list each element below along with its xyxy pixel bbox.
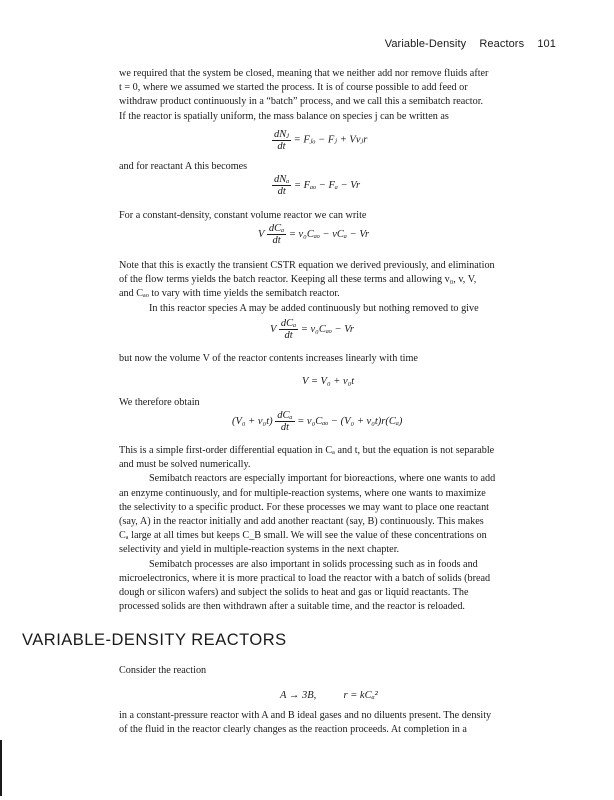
running-header [375, 38, 556, 50]
fraction-numerator: dCₐ [277, 410, 293, 421]
text-line: of the flow terms yields the batch reactor. Keeping all these terms and allowing v₀, v, V, [119, 274, 477, 286]
text-line: Semibatch processes are also important in solids processing such as in foods and [149, 558, 478, 570]
equation-reactant-a [272, 174, 360, 197]
paragraph-consider [119, 664, 555, 678]
equation-lhs: (V₀ + v₀t) [232, 415, 273, 427]
equation-rhs: = v₀Cₐₒ − vCₐ − Vr [288, 228, 370, 240]
equation-reaction [280, 690, 378, 701]
text-line: and for reactant A this becomes [119, 161, 248, 172]
header-chapter: Reactors [479, 38, 525, 50]
equation-lhs: V [270, 323, 277, 335]
text-line: we required that the system be closed, meaning that we neither add nor remove fluids after [119, 68, 489, 79]
paragraph-reactant-a [119, 160, 555, 174]
section-heading: VARIABLE-DENSITY REACTORS [22, 631, 287, 649]
equation-volume [302, 376, 354, 387]
text-line: This is a simple first-order differential equation in Cₐ and t, but the equation is not separable [119, 445, 495, 456]
paragraph-transient-cstr [119, 259, 555, 316]
fraction-denominator: dt [280, 422, 289, 433]
fraction [275, 410, 294, 433]
text-line: selectivity and yield in multiple-reaction systems in the next chapter. [119, 544, 400, 556]
fraction [272, 174, 291, 197]
header-section: Variable-Density [384, 38, 467, 50]
fraction-numerator: dCₐ [280, 318, 297, 329]
equation-rhs: = Fⱼₒ − Fⱼ + Vνⱼr [293, 134, 368, 146]
text-line: and must be solved numerically. [119, 459, 251, 471]
text-line: dough or silicon wafers) and subject the solids to heat and gas or liquid reactants. The [119, 587, 469, 599]
fraction-denominator: dt [277, 186, 286, 197]
paragraph-constant-pressure [119, 709, 555, 737]
page-number: 101 [537, 38, 556, 50]
text-line: Consider the reaction [119, 665, 207, 676]
fraction-denominator: dt [277, 141, 286, 152]
equation-rhs: = v₀Cₐₒ − (V₀ + v₀t)r(Cₐ) [297, 415, 403, 427]
text-line: microelectronics, where it is more practical to load the reactor with a batch of solids (bread [119, 572, 491, 584]
equation-semibatch-ode [232, 410, 402, 433]
reaction-text: A → 3B, [280, 690, 317, 701]
text-line: In this reactor species A may be added continuously but nothing removed to give [149, 302, 479, 314]
text-line: Semibatch reactors are especially important for bioreactions, where one wants to add [149, 473, 496, 485]
text-line: withdraw product continuously in a “batch” process, and we call this a semibatch reactor. [119, 96, 484, 108]
text-line: of the fluid in the reactor clearly changes as the reaction proceeds. At completion in a [119, 724, 467, 736]
paragraph-intro [119, 67, 555, 124]
equation-semibatch [270, 318, 354, 341]
fraction-denominator: dt [284, 330, 293, 341]
text-line: t = 0, where we assumed we started the process. It is of course possible to add feed or [119, 82, 468, 94]
equation-text: V = V₀ + v₀t [302, 376, 355, 387]
equation-species-balance [272, 128, 367, 152]
fraction-numerator: dNₐ [274, 174, 290, 185]
paragraph-therefore [119, 396, 555, 410]
paragraph-first-order [119, 444, 555, 614]
text-line: in a constant-pressure reactor with A and B ideal gases and no diluents present. The density [119, 710, 492, 721]
equation-cstr [258, 223, 369, 246]
equation-lhs: V [258, 228, 265, 240]
text-line: the selectivity to a specific product. For these processes we may want to place one reactant [119, 501, 490, 513]
text-line: If the reactor is spatially uniform, the mass balance on species j can be written as [119, 110, 449, 122]
text-line: (say, A) in the reactor initially and add another reactant (say, B) continuously. This makes [119, 516, 484, 528]
scan-margin-mark [0, 740, 2, 796]
equation-rhs: = v₀Cₐₒ − Vr [300, 323, 354, 335]
text-line: an enzyme continuously, and for multiple-reaction systems, where one wants to maximize [119, 487, 486, 499]
fraction-denominator: dt [272, 235, 281, 246]
rate-expression: r = kCₐ² [343, 690, 378, 701]
text-line: and Cₐₒ to vary with time yields the semibatch reactor. [119, 288, 340, 300]
text-line: Cₐ large at all times but keeps C_B small. We will see the value of these concentrations on [119, 530, 487, 542]
text-line: Note that this is exactly the transient CSTR equation we derived previously, and elimination [119, 260, 495, 271]
text-line: but now the volume V of the reactor contents increases linearly with time [119, 353, 418, 364]
text-line: For a constant-density, constant volume reactor we can write [119, 210, 367, 221]
fraction [272, 128, 291, 152]
paragraph-volume-increase [119, 352, 555, 366]
paragraph-constant-density [119, 209, 555, 223]
fraction [267, 223, 286, 246]
fraction-numerator: dCₐ [268, 223, 285, 234]
fraction [279, 318, 298, 341]
text-line: processed solids are then withdrawn after a suitable time, and the reactor is reloaded. [119, 601, 465, 613]
fraction-numerator: dNⱼ [274, 129, 290, 140]
text-line: We therefore obtain [119, 397, 200, 408]
equation-rhs: = Fₐₒ − Fₐ − Vr [293, 179, 361, 191]
